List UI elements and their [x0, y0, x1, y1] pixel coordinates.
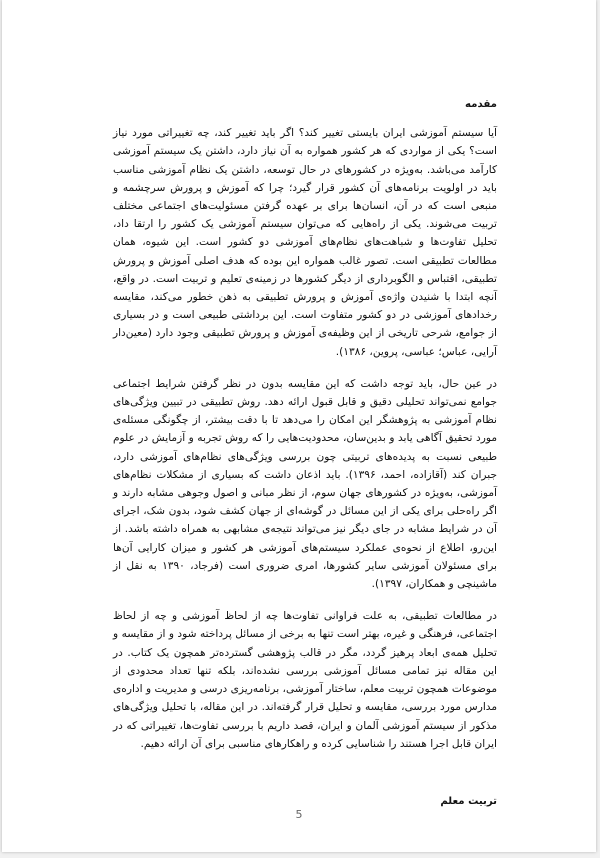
document-body: [113, 96, 497, 821]
page-number: 5: [295, 808, 303, 821]
section-heading-teacher-training: تربیت معلم: [440, 795, 497, 807]
section-heading-introduction: مقدمه: [464, 99, 497, 110]
paragraph-2: در عین حال، باید توجه داشت که این مقایسه بدون در نظر گرفتن شرایط اجتماعی جوامع نمی‌تواند تحلیلی دقیق و قابل قبول ارائه دهد. روش تطبیقی در تبیین ویژگی‌های نظام آموزشی به پژوهشگر این امکان را می‌دهد تا با دقت بیشتر، از چگونگی مسئله‌ی مورد تحقیق آگاهی یابد و بدین‌سان، محدودیت‌هایی را که روش تجربه و آزمایش در علوم طبیعی نسبت به پدیده‌های تربیتی چون بررسی ویژگی‌های نظام‌های آموزشی دارد، جبران کند (آقازاده، احمد، ۱۳۹۶). باید اذعان داشت که بسیاری از مشکلات نظام‌های آموزشی، به‌ویژه در کشورهای جهان سوم، از نظر مبانی و اصول وجوهی مشابه دارند و اگر راه‌حلی برای یکی از این مسائل در گوشه‌ای از جهان کشف شود، بدون شک، اجرای آن در شرایط مشابه در جای دیگر نیز می‌تواند نتیجه‌ی مشابهی به همراه داشته باشد. از این‌رو، اطلاع از نحوه‌ی عملکرد سیستم‌های آموزشی هر کشور و میزان کارایی آن‌ها برای مسئولان آموزشی سایر کشورها، امری ضروری است (فرجاد، ۱۳۹۰ به نقل از ماشینچی و همکاران، ۱۳۹۷).: [113, 377, 498, 591]
document-page: [2, 0, 596, 852]
paragraph-1: آیا سیستم آموزشی ایران بایستی تغییر کند؟ اگر باید تغییر کند، چه تغییراتی مورد نیاز است؟ یکی از مواردی که هر کشور همواره به آن نیاز دارد، داشتن یک سیستم آموزشی کارآمد می‌باشد. به‌ویژه در کشورهای در حال توسعه، داشتن یک نظام آموزشی مناسب باید در اولویت برنامه‌های آن کشور قرار گیرد؛ چرا که آموزش و پرورش سرچشمه و منبعی است که در آن، انسان‌ها برای بر عهده گرفتن مسئولیت‌های اجتماعی مختلف تربیت می‌شوند. یکی از راه‌هایی که می‌توان سیستم آموزشی یک کشور را ارتقا داد، تحلیل تفاوت‌ها و شباهت‌های نظام‌های آموزشی دو کشور است. این شیوه، همان مطالعات تطبیقی است. تصور غالب همواره این بوده که هدف اصلی آموزش و پرورش تطبیقی، اقتباس و الگوبرداری از دیگر کشورها در زمینه‌ی تعلیم و تربیت است. در واقع، آنچه ابتدا با شنیدن واژه‌ی آموزش و پرورش تطبیقی به ذهن خطور می‌کند، مقایسه رخدادهای آموزشی در دو کشور متفاوت است. این برداشتی طبیعی است و در بسیاری از جوامع، شرحی تاریخی از این وظیفه‌ی آموزش و پرورش تطبیقی وجود دارد (معین‌دار آرایی، عباس؛ عباسی، پروین، ۱۳۸۶).: [113, 127, 497, 358]
paragraph-3: در مطالعات تطبیقی، به علت فراوانی تفاوت‌ها چه از لحاظ آموزشی و چه از لحاظ اجتماعی، فرهنگی و غیره، بهتر است تنها به برخی از مسائل پرداخته شود و از مقایسه و تحلیل همه‌ی ابعاد پرهیز گردد، مگر در قالب پژوهشی گسترده‌تر همچون یک کتاب. در این مقاله نیز تمامی مسائل آموزشی بررسی نشده‌اند، بلکه تنها تعداد محدودی از موضوعات همچون تربیت معلم، ساختار آموزشی، برنامه‌ریزی درسی و مدیریت و اداره‌ی مدارس مورد بررسی، مقایسه و تحلیل قرار گرفته‌اند. در این مقاله، با تحلیل ویژگی‌های مذکور از سیستم آموزشی آلمان و ایران، قصد داریم با بررسی تفاوت‌ها، تغییراتی که در ایران قابل اجرا هستند را شناسایی کرده و راهکارهای مناسبی برای آن ارائه دهیم.: [113, 610, 497, 750]
